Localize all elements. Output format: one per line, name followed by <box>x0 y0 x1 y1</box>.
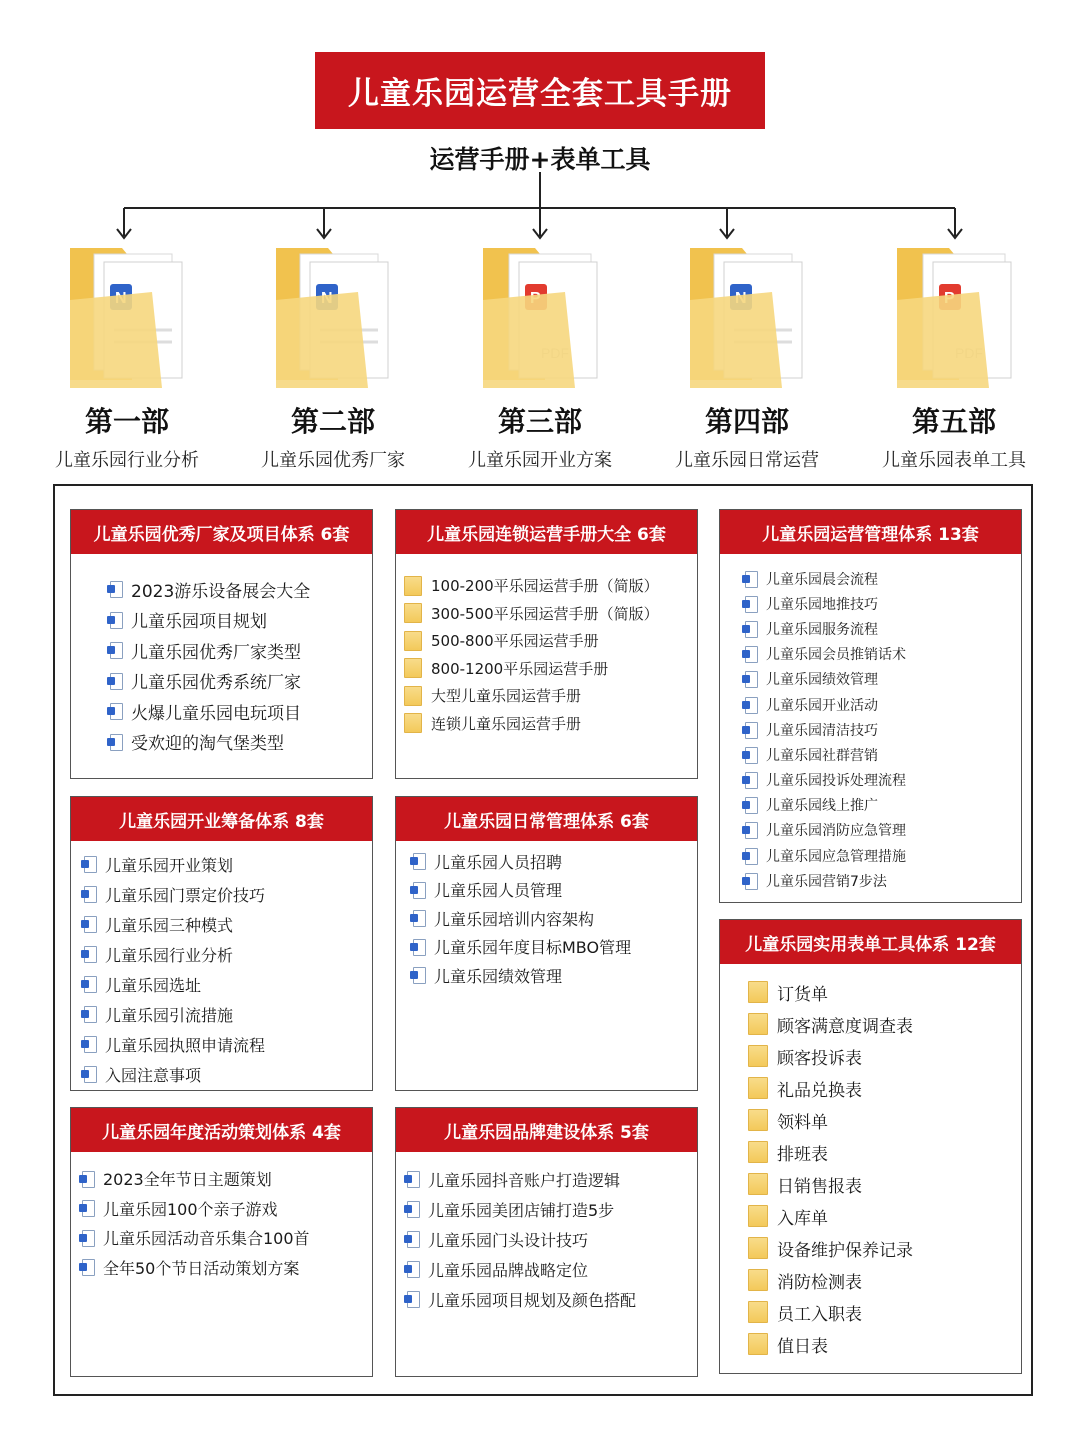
word-doc-icon <box>404 1171 418 1187</box>
part-desc: 儿童乐园开业方案 <box>468 450 612 471</box>
word-doc-icon <box>81 976 95 992</box>
word-doc-icon <box>81 946 95 962</box>
part-name: 第五部 <box>911 405 996 438</box>
card-title: 儿童乐园开业筹备体系 8套 <box>71 797 372 841</box>
list-item[interactable]: 儿童乐园社群营销 <box>742 742 1021 767</box>
word-doc-icon <box>742 873 756 889</box>
part-name: 第一部 <box>84 405 169 438</box>
word-doc-icon <box>404 1291 418 1307</box>
part-name: 第四部 <box>704 405 789 438</box>
item-list <box>396 1152 697 1314</box>
folder-icon <box>748 1045 768 1067</box>
item-list <box>71 841 372 1089</box>
word-doc-icon <box>81 916 95 932</box>
list-item[interactable]: 儿童乐园选址 <box>81 969 372 999</box>
item-list <box>71 554 372 757</box>
word-doc-icon <box>81 1066 95 1082</box>
list-item[interactable]: 儿童乐园绩效管理 <box>410 961 697 990</box>
item-list <box>720 964 1021 1360</box>
word-doc-icon <box>107 734 121 750</box>
list-item[interactable]: 儿童乐园会员推销话术 <box>742 642 1021 667</box>
word-folder-icon <box>268 240 398 390</box>
word-doc-icon <box>742 772 756 788</box>
list-item[interactable]: 儿童乐园行业分析 <box>81 939 372 969</box>
folder-icon <box>404 576 422 596</box>
list-item[interactable]: 儿童乐园抖音账户打造逻辑 <box>404 1164 697 1194</box>
list-item[interactable]: 全年50个节日活动策划方案 <box>79 1253 372 1283</box>
word-doc-icon <box>742 822 756 838</box>
folder-icon <box>748 1109 768 1131</box>
list-item[interactable]: 员工入职表 <box>748 1296 1021 1328</box>
list-item[interactable]: 设备维护保养记录 <box>748 1232 1021 1264</box>
list-item[interactable]: 儿童乐园美团店铺打造5步 <box>404 1194 697 1224</box>
list-item[interactable]: 儿童乐园100个亲子游戏 <box>79 1194 372 1224</box>
word-doc-icon <box>79 1171 93 1187</box>
part-5[interactable] <box>849 240 1059 472</box>
item-list <box>396 554 697 737</box>
part-name: 第三部 <box>497 405 582 438</box>
folder-icon <box>748 1237 768 1259</box>
page-title: 儿童乐园运营全套工具手册 <box>315 52 765 129</box>
sections-panel <box>53 484 1033 1396</box>
list-item[interactable]: 儿童乐园执照申请流程 <box>81 1029 372 1059</box>
part-desc: 儿童乐园优秀厂家 <box>261 450 405 471</box>
folder-icon <box>404 658 422 678</box>
card-title: 儿童乐园连锁运营手册大全 6套 <box>396 510 697 554</box>
list-item[interactable]: 连锁儿童乐园运营手册 <box>404 710 697 738</box>
folder-icon <box>404 686 422 706</box>
word-doc-icon <box>742 571 756 587</box>
folder-icon <box>404 603 422 623</box>
part-3[interactable] <box>435 240 645 472</box>
card-title: 儿童乐园实用表单工具体系 12套 <box>720 920 1021 964</box>
list-item[interactable]: 领料单 <box>748 1104 1021 1136</box>
word-doc-icon <box>742 697 756 713</box>
list-item[interactable]: 儿童乐园项目规划 <box>107 605 372 636</box>
pdf-folder-icon <box>889 240 1019 390</box>
part-desc: 儿童乐园表单工具 <box>882 450 1026 471</box>
list-item[interactable]: 儿童乐园投诉处理流程 <box>742 768 1021 793</box>
list-item[interactable]: 值日表 <box>748 1328 1021 1360</box>
word-doc-icon <box>410 910 424 926</box>
word-doc-icon <box>81 856 95 872</box>
list-item[interactable]: 日销售报表 <box>748 1168 1021 1200</box>
card-chain <box>395 509 698 779</box>
word-doc-icon <box>404 1201 418 1217</box>
card-management <box>719 509 1022 903</box>
list-item[interactable]: 火爆儿童乐园电玩项目 <box>107 696 372 727</box>
word-doc-icon <box>742 646 756 662</box>
card-title: 儿童乐园运营管理体系 13套 <box>720 510 1021 554</box>
word-doc-icon <box>79 1230 93 1246</box>
folder-icon <box>748 1333 768 1355</box>
list-item[interactable]: 儿童乐园引流措施 <box>81 999 372 1029</box>
list-item[interactable]: 受欢迎的淘气堡类型 <box>107 727 372 758</box>
list-item[interactable]: 儿童乐园服务流程 <box>742 616 1021 641</box>
word-doc-icon <box>404 1261 418 1277</box>
card-title: 儿童乐园优秀厂家及项目体系 6套 <box>71 510 372 554</box>
folder-icon <box>404 713 422 733</box>
folder-icon <box>748 1301 768 1323</box>
word-doc-icon <box>79 1259 93 1275</box>
list-item[interactable]: 大型儿童乐园运营手册 <box>404 682 697 710</box>
word-folder-icon <box>682 240 812 390</box>
card-title: 儿童乐园品牌建设体系 5套 <box>396 1108 697 1152</box>
list-item[interactable]: 儿童乐园晨会流程 <box>742 566 1021 591</box>
word-doc-icon <box>107 673 121 689</box>
tree-connector <box>0 0 1080 250</box>
list-item[interactable]: 儿童乐园营销7步法 <box>742 868 1021 893</box>
list-item[interactable]: 300-500平乐园运营手册（简版） <box>404 600 697 628</box>
list-item[interactable]: 儿童乐园优秀系统厂家 <box>107 666 372 697</box>
folder-icon <box>748 981 768 1003</box>
list-item[interactable]: 儿童乐园开业活动 <box>742 692 1021 717</box>
word-doc-icon <box>742 722 756 738</box>
list-item[interactable]: 儿童乐园优秀厂家类型 <box>107 635 372 666</box>
list-item[interactable]: 儿童乐园开业策划 <box>81 849 372 879</box>
word-doc-icon <box>107 581 121 597</box>
list-item[interactable]: 儿童乐园培训内容架构 <box>410 904 697 933</box>
folder-icon <box>748 1077 768 1099</box>
folder-icon <box>748 1205 768 1227</box>
card-brand <box>395 1107 698 1377</box>
card-vendors <box>70 509 373 779</box>
list-item[interactable]: 儿童乐园人员招聘 <box>410 847 697 876</box>
word-doc-icon <box>742 621 756 637</box>
list-item[interactable]: 入园注意事项 <box>81 1059 372 1089</box>
list-item[interactable]: 儿童乐园门票定价技巧 <box>81 879 372 909</box>
part-2[interactable] <box>228 240 438 472</box>
card-title: 儿童乐园日常管理体系 6套 <box>396 797 697 841</box>
word-doc-icon <box>410 882 424 898</box>
word-doc-icon <box>107 612 121 628</box>
pdf-folder-icon <box>475 240 605 390</box>
part-desc: 儿童乐园行业分析 <box>55 450 199 471</box>
item-list <box>396 841 697 990</box>
list-item[interactable]: 儿童乐园地推技巧 <box>742 591 1021 616</box>
word-doc-icon <box>107 642 121 658</box>
list-item[interactable]: 儿童乐园活动音乐集合100首 <box>79 1223 372 1253</box>
word-doc-icon <box>742 671 756 687</box>
word-doc-icon <box>81 886 95 902</box>
list-item[interactable]: 儿童乐园清洁技巧 <box>742 717 1021 742</box>
list-item[interactable]: 儿童乐园人员管理 <box>410 876 697 905</box>
word-doc-icon <box>107 703 121 719</box>
list-item[interactable]: 儿童乐园品牌战略定位 <box>404 1254 697 1284</box>
list-item[interactable]: 儿童乐园线上推广 <box>742 793 1021 818</box>
part-4[interactable] <box>642 240 852 472</box>
list-item[interactable]: 顾客投诉表 <box>748 1040 1021 1072</box>
folder-icon <box>748 1141 768 1163</box>
list-item[interactable]: 儿童乐园绩效管理 <box>742 667 1021 692</box>
list-item[interactable]: 儿童乐园门头设计技巧 <box>404 1224 697 1254</box>
word-doc-icon <box>79 1200 93 1216</box>
list-item[interactable]: 顾客满意度调查表 <box>748 1008 1021 1040</box>
page-subtitle: 运营手册+表单工具 <box>429 145 651 174</box>
word-doc-icon <box>742 747 756 763</box>
item-list <box>71 1152 372 1282</box>
list-item[interactable]: 入库单 <box>748 1200 1021 1232</box>
list-item[interactable]: 儿童乐园三种模式 <box>81 909 372 939</box>
word-doc-icon <box>410 939 424 955</box>
list-item[interactable]: 儿童乐园年度目标MBO管理 <box>410 933 697 962</box>
word-doc-icon <box>742 848 756 864</box>
list-item[interactable]: 100-200平乐园运营手册（简版） <box>404 572 697 600</box>
word-doc-icon <box>81 1036 95 1052</box>
list-item[interactable]: 800-1200平乐园运营手册 <box>404 655 697 683</box>
list-item[interactable]: 2023全年节日主题策划 <box>79 1164 372 1194</box>
list-item[interactable]: 500-800平乐园运营手册 <box>404 627 697 655</box>
word-doc-icon <box>742 596 756 612</box>
item-list <box>720 554 1021 893</box>
list-item[interactable]: 儿童乐园消防应急管理 <box>742 818 1021 843</box>
card-title: 儿童乐园年度活动策划体系 4套 <box>71 1108 372 1152</box>
card-annual <box>70 1107 373 1377</box>
list-item[interactable]: 礼品兑换表 <box>748 1072 1021 1104</box>
card-forms <box>719 919 1022 1374</box>
part-1[interactable] <box>22 240 232 472</box>
list-item[interactable]: 订货单 <box>748 976 1021 1008</box>
word-doc-icon <box>410 853 424 869</box>
list-item[interactable]: 排班表 <box>748 1136 1021 1168</box>
list-item[interactable]: 2023游乐设备展会大全 <box>107 574 372 605</box>
card-daily <box>395 796 698 1091</box>
list-item[interactable]: 儿童乐园应急管理措施 <box>742 843 1021 868</box>
folder-icon <box>748 1269 768 1291</box>
folder-icon <box>404 631 422 651</box>
card-opening <box>70 796 373 1091</box>
word-doc-icon <box>410 967 424 983</box>
list-item[interactable]: 消防检测表 <box>748 1264 1021 1296</box>
word-doc-icon <box>404 1231 418 1247</box>
word-doc-icon <box>742 797 756 813</box>
folder-icon <box>748 1173 768 1195</box>
word-folder-icon <box>62 240 192 390</box>
word-doc-icon <box>81 1006 95 1022</box>
part-desc: 儿童乐园日常运营 <box>675 450 819 471</box>
part-name: 第二部 <box>290 405 375 438</box>
list-item[interactable]: 儿童乐园项目规划及颜色搭配 <box>404 1284 697 1314</box>
folder-icon <box>748 1013 768 1035</box>
